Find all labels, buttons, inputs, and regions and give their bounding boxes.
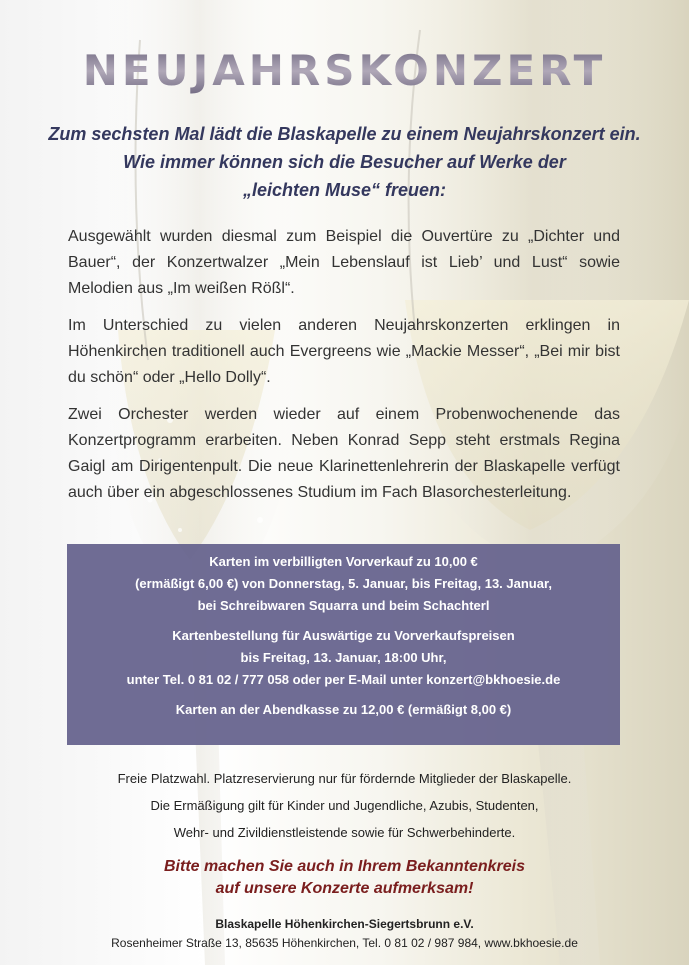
box-office-info: Karten an der Abendkasse zu 12,00 € (ermäßigt 8,00 €) [175, 702, 512, 717]
appeal-line: auf unsere Konzerte aufmerksam! [215, 880, 474, 897]
seating-info [30, 765, 659, 846]
ticket-line: (ermäßigt 6,00 €) von Donnerstag, 5. Januar, bis Freitag, 13. Januar, [135, 576, 552, 591]
info-line: Die Ermäßigung gilt für Kinder und Jugendliche, Azubis, Studenten, [150, 798, 539, 813]
paragraph: Im Unterschied zu vielen anderen Neujahrskonzerten erklingen in Höhenkirchen traditionell auch Evergreens wie „Mackie Messer“, „Bei mir bist du schön“ oder „Hello Dolly“. [68, 317, 620, 386]
appeal-line: Bitte machen Sie auch in Ihrem Bekanntenkreis [163, 858, 525, 875]
ticket-line: Karten im verbilligten Vorverkauf zu 10,00 € [209, 554, 478, 569]
program-description [68, 224, 620, 517]
appeal-text [30, 856, 659, 900]
info-line: Freie Platzwahl. Platzreservierung nur für fördernde Mitglieder der Blaskapelle. [117, 771, 572, 786]
ticket-line: unter Tel. 0 81 02 / 777 058 oder per E-Mail unter konzert@bkhoesie.de [126, 672, 561, 687]
page-title: NEUJAHRSKONZERT [0, 46, 689, 96]
intro-line: Wie immer können sich die Besucher auf Werke der [123, 152, 566, 172]
external-order-info [67, 625, 620, 691]
presale-info [67, 551, 620, 617]
intro-line: Zum sechsten Mal lädt die Blaskapelle zu einem Neujahrskonzert ein. [48, 124, 641, 144]
organization-address: Rosenheimer Straße 13, 85635 Höhenkirchen, Tel. 0 81 02 / 987 984, www.bkhoesie.de [111, 936, 578, 950]
organization-name: Blaskapelle Höhenkirchen-Siegertsbrunn e.V. [215, 917, 474, 931]
paragraph: Ausgewählt wurden diesmal zum Beispiel die Ouvertüre zu „Dichter und Bauer“, der Konzertwalzer „Mein Lebenslauf ist Lieb’ und Lust“ sowie Melodien aus „Im weißen Rößl“. [68, 228, 620, 297]
ticket-info-box [67, 544, 620, 745]
ticket-line: Kartenbestellung für Auswärtige zu Vorverkaufspreisen [172, 628, 515, 643]
ticket-line: bei Schreibwaren Squarra und beim Schachterl [197, 598, 490, 613]
ticket-line: bis Freitag, 13. Januar, 18:00 Uhr, [240, 650, 447, 665]
intro-text [30, 120, 659, 204]
info-line: Wehr- und Zivildienstleistende sowie für Schwerbehinderte. [173, 825, 516, 840]
intro-line: „leichten Muse“ freuen: [242, 180, 447, 200]
paragraph: Zwei Orchester werden wieder auf einem Probenwochenende das Konzertprogramm erarbeiten. Neben Konrad Sepp steht erstmals Regina Gaigl am Dirigentenpult. Die neue Klarinettenlehrerin der Blaskapelle verfügt auch über ein abgeschlossenes Studium im Fach Blasorchesterleitung. [68, 406, 620, 501]
